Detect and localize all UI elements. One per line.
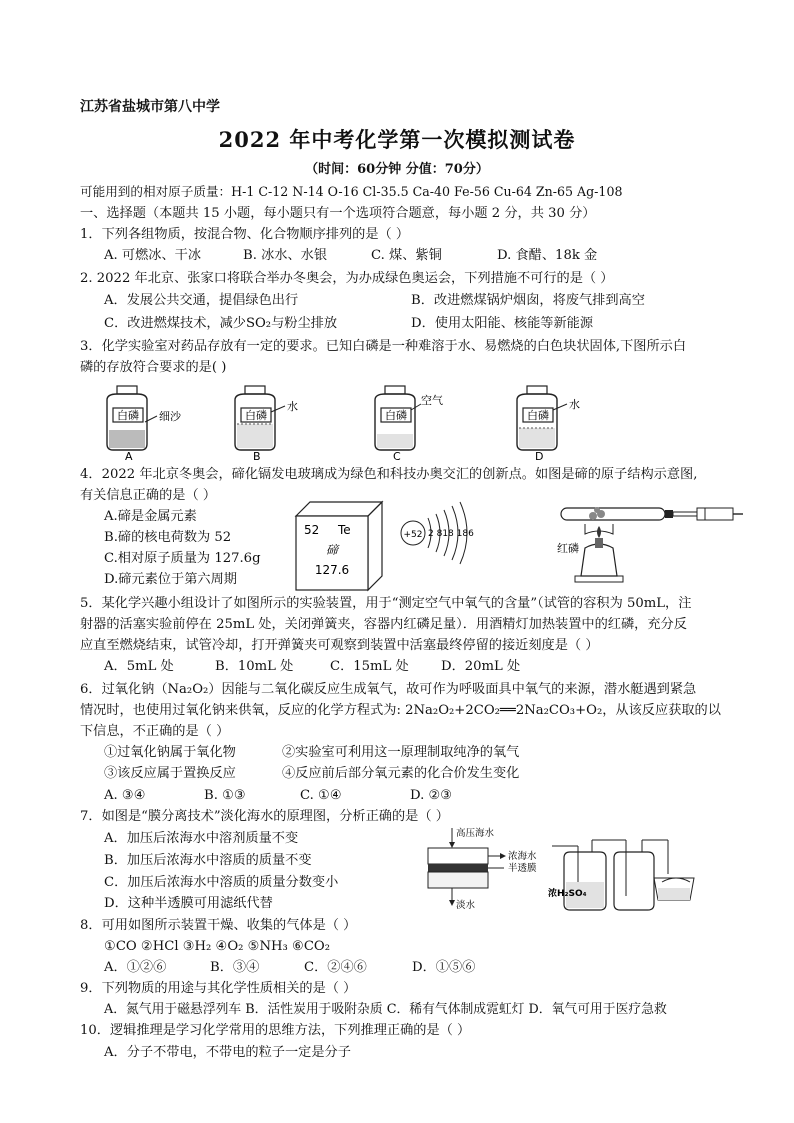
membrane-fig-top-label: 高压海水 [456,828,495,839]
membrane-fig-bottom-label: 淡水 [456,900,476,911]
bottle-b [235,386,298,462]
bottle-c [375,386,443,462]
bottle-c-label: 白磷 [385,409,407,422]
q4-option-d: D.碲元素位于第六周期 [104,572,237,587]
bottle-a-letter: A [125,450,133,462]
q9-stem: 9．下列物质的用途与其化学性质相关的是（ ） [80,981,357,996]
q4-option-c: C.相对原子质量为 127.6g [104,551,261,566]
q3-stem-line1: 3．化学实验室对药品存放有一定的要求。已知白磷是一种难溶于水、易燃烧的白色块状固体,下图所示白 [80,339,687,354]
bottle-c-content: 空气 [421,394,443,407]
bottle-a-content: 细沙 [159,410,181,423]
q1-option-d: D. 食醋、18k 金 [497,248,598,263]
element-name: 碲 [325,543,339,557]
q5-option-b: B．10mL 处 [215,659,294,674]
q5-option-a: A．5mL 处 [104,659,174,674]
q2-option-c: C．改进燃煤技术，减少SO₂与粉尘排放 [104,316,338,331]
q5-stem-line3: 应直至燃烧结束，试管冷却，打开弹簧夹可观察到装置中活塞最终停留的接近刻度是（ ） [80,638,599,653]
q8-option-c: C．②④⑥ [304,960,367,975]
q1-option-c: C. 煤、紫铜 [371,248,442,263]
q1-option-a: A. 可燃冰、干冰 [104,248,202,263]
q10-option-a: A．分子不带电，不带电的粒子一定是分子 [104,1045,351,1060]
bottle-d-label: 白磷 [527,409,549,422]
atom-nucleus: +52 [403,530,423,540]
q5-option-c: C．15mL 处 [330,659,409,674]
q6-statement-1: ①过氧化钠属于氧化物 [104,745,236,760]
school-name: 江苏省盐城市第八中学 [80,99,220,115]
q8-gases: ①CO ②HCl ③H₂ ④O₂ ⑤NH₃ ⑥CO₂ [104,939,331,954]
exam-subtitle: （时间：60分钟 分值：70分） [305,162,489,177]
exam-title: 2022 年中考化学第一次模拟测试卷 [218,127,576,152]
q8-option-b: B．③④ [210,960,260,975]
bottle-b-letter: B [253,450,261,462]
bottle-d-content: 水 [569,398,580,411]
q2-option-a: A．发展公共交通，提倡绿色出行 [104,293,299,308]
q4-stem-line2: 有关信息正确的是（ ） [80,488,217,503]
bottle-b-label: 白磷 [245,409,267,422]
q6-option-b: B. ①③ [204,788,246,803]
q7-option-d: D．这种半透膜可用滤纸代替 [104,896,273,911]
q6-option-c: C. ①④ [300,788,342,803]
bottle-b-content: 水 [287,400,298,413]
q5-option-d: D．20mL 处 [441,659,521,674]
q5-stem-line1: 5．某化学兴趣小组设计了如图所示的实验装置，用于“测定空气中氧气的含量”（试管的容积为 50mL，注 [80,596,692,611]
apparatus-red-phosphorus-label: 红磷 [557,542,579,555]
q7-stem: 7．如图是“膜分离技术”淡化海水的原理图，分析正确的是（ ） [80,809,449,824]
q7-membrane-figure [418,824,538,912]
bottle-a-label: 白磷 [117,409,139,422]
bottle-a [107,386,182,462]
q8-apparatus-figure [548,834,744,914]
q6-option-d: D. ②③ [410,788,453,803]
q6-statement-3: ③该反应属于置换反应 [104,766,236,781]
membrane-fig-right2-label: 半透膜 [508,863,537,874]
bottle-d [517,386,580,462]
q5-apparatus-figure [555,494,745,586]
q7-option-c: C．加压后浓海水中溶质的质量分数变小 [104,875,339,890]
acid-label: 浓H₂SO₄ [548,889,587,899]
q6-stem-line2: 情况时，也使用过氧化钠来供氧，反应的化学方程式为: 2Na₂O₂+2CO₂══2Na₂CO₃+O₂，从该反应获取的以 [80,703,721,718]
q4-stem-line1: 4．2022 年北京冬奥会，碲化镉发电玻璃成为绿色和科技办奥交汇的创新点。如图是碲的原子结构示意图, [80,467,698,482]
q2-stem: 2. 2022 年北京、张家口将联合举办冬奥会，为办成绿色奥运会，下列措施不可行的是（ ） [80,271,614,286]
q1-option-b: B. 冰水、水银 [243,248,328,263]
q4-element-figure [290,496,480,592]
q8-stem: 8．可用如图所示装置干燥、收集的气体是（ ） [80,918,357,933]
q7-option-b: B．加压后浓海水中溶质的质量不变 [104,853,312,868]
atomic-masses: 可能用到的相对原子质量：H-1 C-12 N-14 O-16 Cl-35.5 Ca-40 Fe-56 Cu-64 Zn-65 Ag-108 [80,184,623,199]
bottle-c-letter: C [393,450,401,462]
q5-stem-line2: 射器的活塞实验前停在 25mL 处，关闭弹簧夹，容器内红磷足量）．用酒精灯加热装置中的红磷，充分反 [80,617,687,632]
q6-statement-2: ②实验室可利用这一原理制取纯净的氧气 [282,745,520,760]
atom-shells: 2 818 186 [428,529,474,539]
q6-stem-line1: 6．过氧化钠（Na₂O₂）因能与二氧化碳反应生成氧气，故可作为呼吸面具中氧气的来源，潜水艇遇到紧急 [80,682,697,697]
q6-statement-4: ④反应前后部分氧元素的化合价发生变化 [282,766,520,781]
q7-option-a: A．加压后浓海水中溶剂质量不变 [104,831,299,846]
q2-option-b: B．改进燃煤锅炉烟囱，将废气排到高空 [411,293,645,308]
q8-option-a: A．①②⑥ [104,960,167,975]
q6-stem-line3: 下信息，不正确的是（ ） [80,724,230,739]
element-symbol: Te [338,523,351,537]
section-title: 一、选择题（本题共 15 小题，每小题只有一个选项符合题意，每小题 2 分，共 30 分） [80,206,596,221]
element-mass: 127.6 [314,563,350,577]
q4-option-b: B.碲的核电荷数为 52 [104,530,232,545]
element-number: 52 [304,523,320,537]
q2-option-d: D．使用太阳能、核能等新能源 [411,316,594,331]
q8-option-d: D．①⑤⑥ [412,960,476,975]
membrane-fig-right1-label: 浓海水 [508,851,537,862]
q3-bottles-figure [95,382,615,462]
bottle-d-letter: D [535,450,544,462]
q4-option-a: A.碲是金属元素 [104,509,197,524]
q3-stem-line2: 磷的存放符合要求的是( ) [80,360,227,375]
element-cell [296,502,382,590]
atom-structure [401,502,474,564]
q9-options: A．氮气用于磁悬浮列车 B．活性炭用于吸附杂质 C．稀有气体制成霓虹灯 D．氧气可用于医疗急救 [104,1002,667,1017]
q1-stem: 1．下列各组物质，按混合物、化合物顺序排列的是（ ） [80,227,410,242]
q10-stem: 10．逻辑推理是学习化学常用的思维方法，下列推理正确的是（ ） [80,1023,471,1038]
q6-option-a: A. ③④ [104,788,146,803]
